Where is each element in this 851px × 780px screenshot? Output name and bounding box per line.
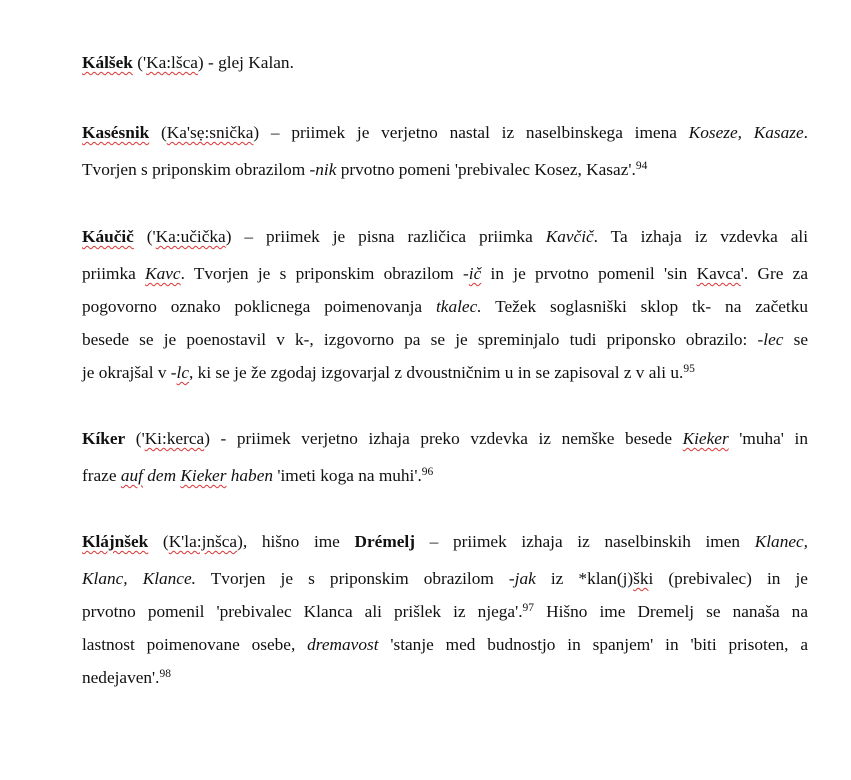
entry-line: [82, 123, 808, 143]
entry-text: lastnost poimenovane osebe,: [82, 635, 308, 654]
italic-term: [143, 466, 180, 485]
entry-line: [82, 264, 808, 284]
entry-headword: [82, 123, 149, 142]
italic-term: [226, 466, 273, 485]
entry-text: besede se je poenostavil v k-, izgovorno pa se je spreminjalo tudi priponsko obrazilo:: [82, 330, 758, 349]
entry-text: [169, 532, 237, 551]
italic-term: [469, 264, 481, 283]
italic-term: [177, 363, 189, 382]
entry-text: Hišno ime Dremelj se nanaša na: [534, 602, 808, 621]
italic-term: [689, 123, 804, 142]
segment-text: Kieker: [180, 466, 227, 485]
segment-text: -: [170, 363, 177, 382]
segment-text: Kíker: [82, 429, 126, 448]
entry-text: pogovorno oznako poklicnega poimenovanja: [82, 297, 436, 316]
entry-text: fraze: [82, 466, 121, 485]
segment-text: Ki:kerca: [144, 429, 205, 448]
entry-text: .: [803, 123, 808, 142]
segment-text: Koseze, Kasaze: [688, 123, 804, 142]
entry-line: [82, 227, 808, 247]
entry-text: ) – priimek je pisna različica priimka: [225, 227, 546, 246]
italic-term: [755, 532, 808, 551]
entry-text: Tvorjen s priponskim obrazilom: [82, 160, 310, 179]
segment-text: ič: [468, 264, 482, 283]
segment-text: Ka:lšca: [146, 53, 198, 72]
entry-text: ) – priimek je verjetno nastal iz naselbinskega imena: [253, 123, 689, 142]
entry-line: [82, 53, 294, 73]
entry-text: . Tvorjen je s priponskim obrazilom: [180, 264, 464, 283]
segment-text: K'la:jnšca: [168, 532, 238, 551]
entry-text: ) - priimek verjetno izhaja preko vzdevka iz nemške besede: [204, 429, 683, 448]
segment-text: Klanec,: [754, 532, 809, 551]
entry-text: (': [125, 429, 145, 448]
entry-line: [82, 635, 808, 655]
segment-text: Kavc: [145, 264, 181, 283]
entry-text: ) - glej Kalan.: [197, 53, 294, 72]
segment-text: dremavost: [307, 635, 379, 654]
footnote-ref: 96: [421, 466, 434, 478]
italic-term: [180, 466, 226, 485]
entry-text: (': [132, 53, 147, 72]
entry-line: [82, 363, 695, 383]
entry-headword: [82, 532, 148, 551]
italic-term: [82, 569, 196, 588]
entry-line: [82, 466, 433, 486]
entry-text: 'muha' in: [728, 429, 808, 448]
entry-text: (: [148, 532, 169, 551]
segment-text: haben: [226, 466, 274, 485]
segment-text: Ka'sẹ:snička: [166, 123, 254, 142]
entry-text: Tvorjen je s priponskim obrazilom: [195, 569, 509, 588]
entry-text: – priimek izhaja iz naselbinskih imen: [414, 532, 755, 551]
footnote-ref: 97: [522, 602, 535, 614]
entry-headword: [82, 53, 133, 72]
entry-text: [697, 264, 741, 283]
footnote-ref: 98: [159, 668, 171, 680]
entry-text: 'stanje med budnostjo in spanjem' in 'biti prisoten, a: [378, 635, 808, 654]
segment-text: šk: [633, 569, 649, 588]
italic-term: [758, 330, 784, 349]
entry-text: , ki se je že zgodaj izgovarjal z dvoustničnim u in se zapisoval z v ali u.: [189, 363, 684, 382]
entry-text: je okrajšal v: [82, 363, 171, 382]
segment-text: Kieker: [682, 429, 729, 448]
entry-line: [82, 569, 808, 589]
italic-term: [121, 466, 143, 485]
entry-text: (: [149, 123, 167, 142]
entry-line: [82, 668, 171, 688]
entry-text: i (prebivalec) in je: [648, 569, 808, 588]
entry-text: [146, 53, 198, 72]
entry-line: [82, 297, 808, 317]
entry-text: iz *klan(j): [535, 569, 634, 588]
entry-line: [82, 532, 808, 552]
footnote-ref: 95: [683, 363, 695, 375]
entry-line: [82, 602, 808, 622]
italic-term: [546, 227, 594, 246]
entry-line: [82, 330, 808, 350]
entry-text: . Ta izhaja iz vzdevka ali: [593, 227, 808, 246]
entry-text: prvotno pomeni 'prebivalec Kosez, Kasaz'.: [336, 160, 636, 179]
entry-headword: [82, 227, 134, 246]
segment-text: -jak: [508, 569, 536, 588]
entry-text: [156, 227, 226, 246]
italic-term: [436, 297, 482, 316]
italic-term: [145, 264, 181, 283]
italic-term: [509, 569, 536, 588]
italic-term: [307, 635, 378, 654]
entry-text: Težek soglasniški sklop tk- na začetku: [481, 297, 808, 316]
segment-text: lc: [176, 363, 190, 382]
entry-text: prvotno pomenil 'prebivalec Klanca ali prišlek iz njega'.: [82, 602, 523, 621]
segment-text: -lec: [757, 330, 784, 349]
entry-headword: [355, 532, 415, 551]
footnote-ref: 94: [635, 160, 648, 172]
entry-text: se: [783, 330, 809, 349]
entry-text: [167, 123, 254, 142]
entry-text: (': [133, 227, 156, 246]
italic-term: [683, 429, 729, 448]
segment-text: Kavca: [696, 264, 741, 283]
segment-text: tkalec.: [435, 297, 482, 316]
entry-line: [82, 429, 808, 449]
segment-text: -: [463, 264, 469, 283]
segment-text: auf: [120, 466, 143, 485]
entry-text: 'imeti koga na muhi'.: [273, 466, 422, 485]
segment-text: dem: [142, 466, 181, 485]
entry-text: in je prvotno pomenil 'sin: [481, 264, 697, 283]
entry-text: '. Gre za: [740, 264, 809, 283]
segment-text: Klájnšek: [82, 532, 149, 551]
entry-text: [145, 429, 205, 448]
entry-text: [633, 569, 648, 588]
italic-term: [310, 160, 337, 179]
segment-text: Klanc, Klance.: [82, 569, 196, 588]
segment-text: -nik: [309, 160, 337, 179]
segment-text: Ka:učička: [155, 227, 226, 246]
entry-text: priimka: [82, 264, 146, 283]
segment-text: Drémelj: [354, 532, 415, 551]
entry-headword: [82, 429, 125, 448]
entry-text: nedejaven'.: [82, 668, 160, 687]
segment-text: Kasésnik: [82, 123, 150, 142]
entry-text: ), hišno ime: [237, 532, 355, 551]
segment-text: Káučič: [82, 227, 134, 246]
segment-text: Kálšek: [82, 53, 133, 72]
segment-text: Kavčič: [545, 227, 594, 246]
entry-line: [82, 160, 647, 180]
